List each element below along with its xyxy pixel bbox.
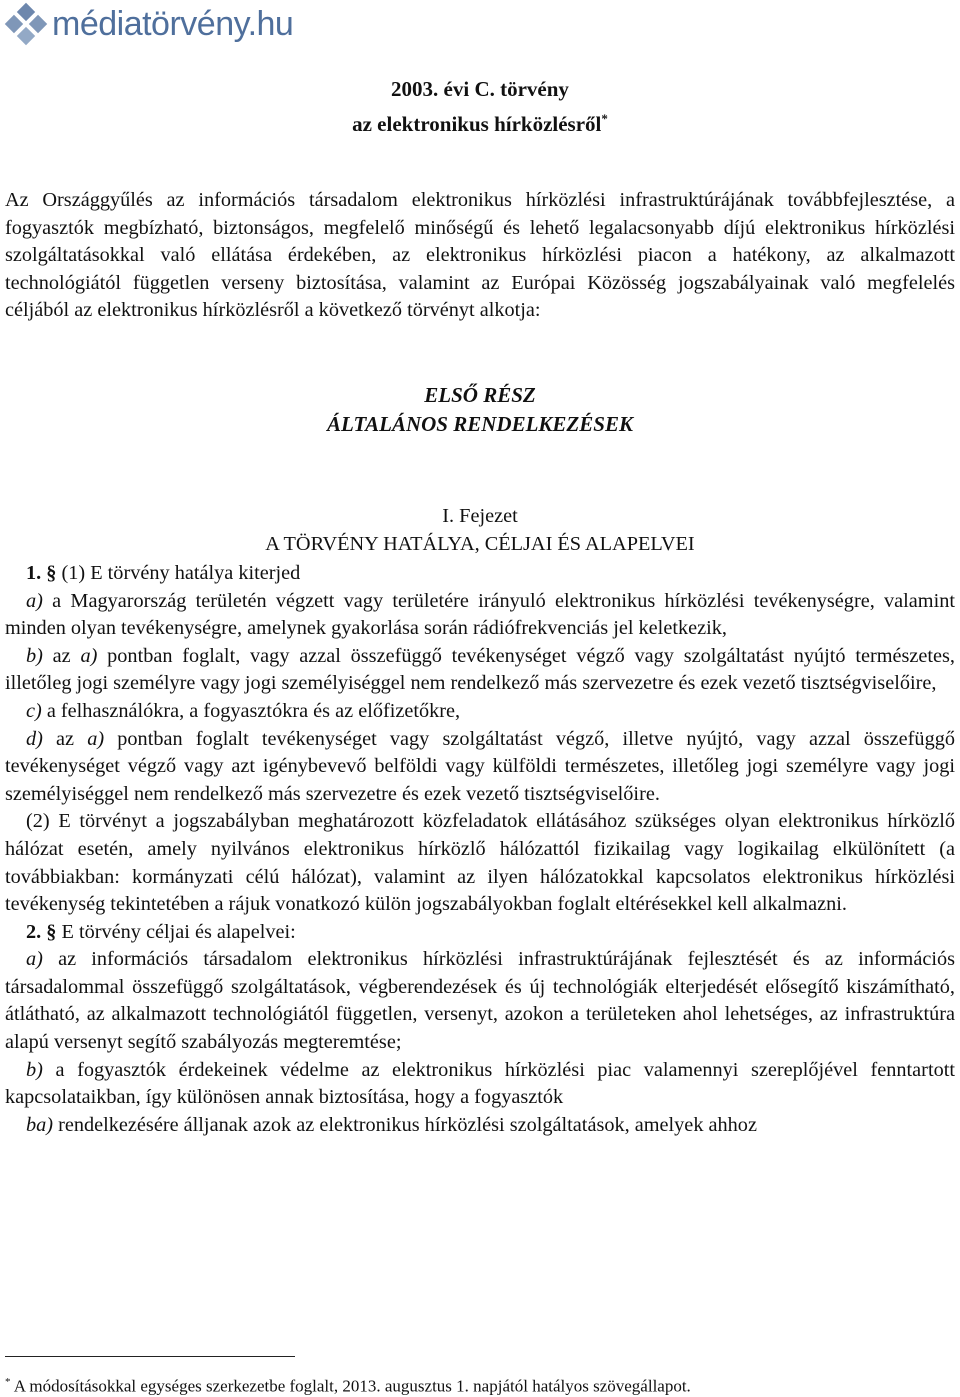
section-2-intro: E törvény céljai és alapelvei: xyxy=(56,920,296,943)
point-text: a Magyarország területén végzett vagy területére irányuló elektronikus hírközlési tevékenységre, valamint minden olyan tevékenységre, amelynek gyakorlása során rádiófrekvenciás jel keletkezik, xyxy=(5,589,955,640)
part-subtitle: ÁLTALÁNOS RENDELKEZÉSEK xyxy=(327,411,633,436)
point-text: az xyxy=(42,727,88,750)
footnote-text: A módosításokkal egységes szerkezetbe foglalt, 2013. augusztus 1. napjától hatályos szövegállapot. xyxy=(10,1376,691,1396)
section-1-number: 1. § xyxy=(26,561,57,584)
site-logo[interactable] xyxy=(4,2,293,46)
point-reference: a) xyxy=(80,644,98,667)
section-1-paragraph-2: (2) E törvényt a jogszabályban meghatározott közfeladatok ellátásához szükséges olyan elektronikus hírközlő hálózat esetén, amely nyilvános elektronikus hírközlő hálózattól fizikailag vagy logikailag elkülönített (a továbbiakban: kormányzati célú hálózat), valamint az ilyen hálózatokkal kapcsolatos elektronikus hírközlési tevékenység tekintetében a rájuk vonatkozó külön jogszabályokban foglalt eltérésekkel kell alkalmazni. xyxy=(5,810,955,916)
section-1-intro: (1) E törvény hatálya kiterjed xyxy=(56,561,301,584)
point-label: ba) xyxy=(26,1113,54,1136)
section-1-point-b xyxy=(5,643,955,698)
section-1-point-a xyxy=(5,588,955,643)
footnote-marker[interactable]: * xyxy=(601,111,608,126)
section-2-number: 2. § xyxy=(26,920,57,943)
point-text: a felhasználókra, a fogyasztókra és az előfizetőkre, xyxy=(41,699,461,722)
diamond-grid-logo-icon xyxy=(4,2,48,46)
logo-text: médiatörvény.hu xyxy=(52,5,294,43)
point-text: az információs társadalom elektronikus hírközlési infrastruktúrájának fejlesztését és az információs társadalommal összefüggő szolgáltatások, végberendezések és új technológiák elterjedését elősegítő kiszámítható, átlátható, az alkalmazott technológiától független, versenyt, azokon a területeken ahol lehetséges, az infrastruktúra alapú versenyt segítő szabályozás megteremtése; xyxy=(5,948,955,1054)
point-text: az xyxy=(42,644,81,667)
point-label: b) xyxy=(26,1058,43,1081)
section-1-heading xyxy=(5,560,955,588)
chapter-heading xyxy=(5,502,955,558)
point-label: a) xyxy=(26,589,43,612)
chapter-number: I. Fejezet xyxy=(442,504,518,527)
part-heading xyxy=(5,381,955,439)
section-2-point-ba xyxy=(5,1112,955,1140)
part-title: ELSŐ RÉSZ xyxy=(424,382,536,407)
preamble: Az Országgyűlés az információs társadalom elektronikus hírközlési infrastruktúrájának továbbfejlesztése, a fogyasztók megbízható, biztonságos, megfelelő minőségű és lehető legalacsonyabb díjú elektronikus hírközlési szolgáltatásokkal való ellátása érdekében, az elektronikus hírközlési piacon a hatékony, az alkalmazott technológiától független verseny biztosítása, valamint az Európai Közösség jogszabályainak való megfelelés céljából az elektronikus hírközlésről a következő törvényt alkotja: xyxy=(5,189,955,322)
chapter-title: A TÖRVÉNY HATÁLYA, CÉLJAI ÉS ALAPELVEI xyxy=(265,532,695,555)
title-line-2 xyxy=(0,104,960,139)
point-text: rendelkezésére álljanak azok az elektronikus hírközlési szolgáltatások, amelyek ahhoz xyxy=(53,1113,757,1136)
footnote-marker: * xyxy=(5,1376,11,1388)
title-line-2-text: az elektronikus hírközlésről xyxy=(352,112,602,136)
point-text: pontban foglalt tevékenységet vagy szolgáltatást végző, illetve nyújtó, vagy azzal összefüggő tevékenységet végző vagy azt igénybevevő belföldi vagy külföldi természetes, illetőleg jogi személyre vagy jogi személyiséggel nem rendelkező más szervezetre és ezek vezető tisztségviselőire. xyxy=(5,727,955,805)
section-2-point-b xyxy=(5,1057,955,1112)
section-1-point-d xyxy=(5,726,955,809)
document-title xyxy=(0,74,960,139)
title-line-1: 2003. évi C. törvény xyxy=(391,77,569,101)
point-reference: a) xyxy=(87,727,105,750)
point-label: a) xyxy=(26,948,43,971)
point-text: a fogyasztók érdekeinek védelme az elektronikus hírközlési piac valamennyi szereplőjével fenntartott kapcsolataikban, így különösen annak biztosítása, hogy a fogyasztók xyxy=(5,1058,955,1109)
footnote-divider xyxy=(5,1356,295,1357)
point-label: b) xyxy=(26,644,43,667)
section-2-heading xyxy=(5,919,955,947)
document-body xyxy=(5,187,955,1139)
section-1-point-c xyxy=(5,698,955,726)
point-label: c) xyxy=(26,699,42,722)
point-text: pontban foglalt, vagy azzal összefüggő tevékenységet végző vagy szolgáltatást nyújtó természetes, illetőleg jogi személyre vagy jogi személyiséggel nem rendelkező más szervezetre és ezek vezető tisztségviselőire, xyxy=(5,644,955,695)
point-label: d) xyxy=(26,727,43,750)
section-2-point-a xyxy=(5,946,955,1056)
